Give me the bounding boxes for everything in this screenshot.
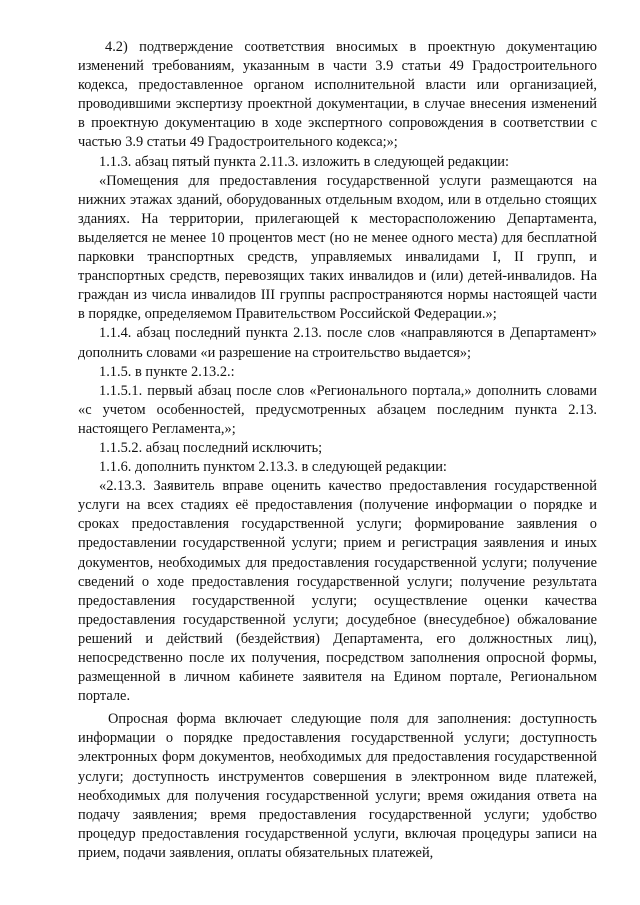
paragraph-2-13-3: «2.13.3. Заявитель вправе оценить качество предоставления государственной услуги на всех стадиях её предоставления (получение информации о порядке и сроках предоставления государственной услуги; формирование заявления о предоставлении государственной услуги; прием и регистрация заявления и иных документов, необходимых для предоставления государственной услуги; получение сведений о ходе предоставления государственной услуги; получение результата предоставления государственной услуги; осуществление оценки качества предоставления государственной услуги; досудебное (внесудебное) обжалование решений и действий (бездействия) Департамента, его должностных лиц), непосредственно после их получения, посредством заполнения опросной формы, размещенной в личном кабинете заявителя на Едином портале, Региональном портале. <box>78 478 597 705</box>
paragraph-1-1-4: 1.1.4. абзац последний пункта 2.13. после слов «направляются в Департамент» дополнить словами «и разрешение на строительство выдается»; <box>78 325 597 361</box>
paragraph-1-1-5-1: 1.1.5.1. первый абзац после слов «Регионального портала,» дополнить словами «с учетом особенностей, предусмотренных абзацем последним пункта 2.13. настоящего Регламента,»; <box>78 382 597 437</box>
paragraph-1-1-3-quote: «Помещения для предоставления государственной услуги размещаются на нижних этажах зданий, оборудованных отдельным входом, или в отдельно стоящих зданиях. На территории, прилегающей к месторасположению Департамента, выделяется не менее 10 процентов мест (но не менее одного места) для бесплатной парковки транспортных средств, управляемых инвалидами I, II групп, и транспортных средств, перевозящих таких инвалидов и (или) детей-инвалидов. На граждан из числа инвалидов III группы распространяются нормы настоящей части в порядке, определяемом Правительством Российской Федерации.»; <box>78 172 597 323</box>
paragraph-4-2: 4.2) подтверждение соответствия вносимых в проектную документацию изменений требованиям, указанным в части 3.9 статьи 49 Градостроительного кодекса, предоставленное органом исполнительной власти или организацией, проводившими экспертизу проектной документации, в случае внесения изменений в проектную документацию в ходе экспертного сопровождения в соответствии с частью 3.9 статьи 49 Градостроительного кодекса;»; <box>78 39 597 151</box>
paragraph-survey-form: Опросная форма включает следующие поля для заполнения: доступность информации о порядке предоставления государственной услуги; доступность электронных форм документов, необходимых для предоставления государственной услуги; доступность инструментов совершения в электронном виде платежей, необходимых для получения государственной услуги; время ожидания ответа на подачу заявления; время предоставления государственной услуги; удобство процедур предоставления государственной услуги, включая процедуры записи на прием, подачи заявления, оплаты обязательных платежей, <box>78 711 597 861</box>
paragraph-1-1-5: 1.1.5. в пункте 2.13.2.: <box>99 363 235 380</box>
paragraph-1-1-6: 1.1.6. дополнить пунктом 2.13.3. в следующей редакции: <box>99 459 447 476</box>
paragraph-1-1-3: 1.1.3. абзац пятый пункта 2.11.3. изложить в следующей редакции: <box>99 153 510 170</box>
document-page <box>78 38 597 863</box>
paragraph-1-1-5-2: 1.1.5.2. абзац последний исключить; <box>99 439 323 456</box>
